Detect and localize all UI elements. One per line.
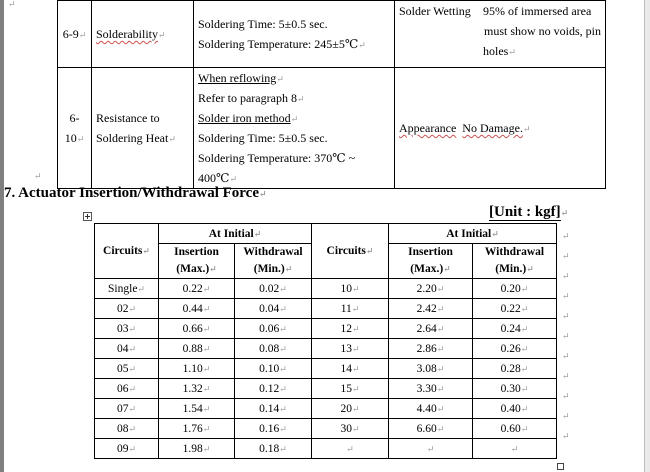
end-of-row-mark: ↵ [562,251,570,261]
circuits-cell: 03↵ [95,319,159,339]
test-conditions: Soldering Time: 5±0.5 sec. Soldering Temperature: 245±5℃↵ [194,1,395,68]
insertion-cell: 3.08↵ [389,359,473,379]
end-of-row-mark: ↵ [562,271,570,281]
insertion-cell: 1.10↵ [159,359,235,379]
circuits-cell: 02↵ [95,299,159,319]
withdrawal-cell: 0.26↵ [473,339,557,359]
item-number: 6-10↵ [58,68,92,189]
withdrawal-cell: 0.10↵ [235,359,312,379]
table-row [95,419,557,439]
at-initial-header: At Initial↵ [159,224,312,244]
insertion-header: Insertion (Max.)↵ [389,244,473,279]
withdrawal-cell: 0.14↵ [235,399,312,419]
insertion-cell: 0.66↵ [159,319,235,339]
insertion-cell: 1.76↵ [159,419,235,439]
circuits-cell: ↵ [312,439,389,459]
withdrawal-cell: 0.04↵ [235,299,312,319]
at-initial-header: At Initial↵ [389,224,557,244]
end-of-row-mark: ↵ [562,391,570,401]
circuits-cell: 20↵ [312,399,389,419]
insertion-cell: 1.32↵ [159,379,235,399]
circuits-header: Circuits↵ [312,224,389,279]
withdrawal-cell: 0.12↵ [235,379,312,399]
withdrawal-cell: 0.22↵ [473,299,557,319]
withdrawal-cell: 0.06↵ [235,319,312,339]
circuits-cell: 05↵ [95,359,159,379]
circuits-cell: 15↵ [312,379,389,399]
section-heading: 7. Actuator Insertion/Withdrawal Force↵ [4,185,267,201]
circuits-cell: 13↵ [312,339,389,359]
withdrawal-cell: 0.18↵ [235,439,312,459]
test-conditions: When reflowing↵ Refer to paragraph 8↵ Solder iron method↵ Soldering Time: 5±0.5 sec. Soldering Temperature: 370℃ ~ 400℃↵ [194,68,395,189]
end-of-row-mark: ↵ [562,351,570,361]
insertion-cell: 2.42↵ [389,299,473,319]
end-of-row-mark: ↵ [562,311,570,321]
end-of-row-mark: ↵ [562,291,570,301]
circuits-cell: 10↵ [312,279,389,299]
insertion-cell: 2.86↵ [389,339,473,359]
table-row [95,359,557,379]
insertion-cell: ↵ [389,439,473,459]
insertion-header: Insertion (Max.)↵ [159,244,235,279]
circuits-cell: Single↵ [95,279,159,299]
test-spec-table [57,0,606,189]
requirement: Appearance No Damage.↵ [395,68,606,189]
circuits-cell: 04↵ [95,339,159,359]
table-row [95,379,557,399]
item-name: Resistance to Soldering Heat↵ [92,68,194,189]
withdrawal-cell: 0.02↵ [235,279,312,299]
insertion-cell: 6.60↵ [389,419,473,439]
table-row [95,399,557,419]
circuits-cell: 12↵ [312,319,389,339]
circuits-cell: 11↵ [312,299,389,319]
item-number: 6-9↵ [58,1,92,68]
withdrawal-cell: 0.20↵ [473,279,557,299]
withdrawal-cell: ↵ [473,439,557,459]
item-name: Solderability↵ [92,1,194,68]
unit-label: [Unit : kgf]↵ [489,204,569,220]
withdrawal-header: Withdrawal (Min.)↵ [473,244,557,279]
circuits-cell: 09↵ [95,439,159,459]
end-of-row-mark: ↵ [562,331,570,341]
requirement: Solder Wetting 95% of immersed area must show no voids, pin holes↵ [395,1,606,68]
table-resize-handle-icon[interactable] [557,463,564,470]
insertion-cell: 0.44↵ [159,299,235,319]
vertical-scrollbar[interactable] [644,0,650,472]
circuits-cell: 14↵ [312,359,389,379]
circuits-cell: 06↵ [95,379,159,399]
window-frame-left [0,0,4,472]
insertion-cell: 4.40↵ [389,399,473,419]
withdrawal-cell: 0.24↵ [473,319,557,339]
withdrawal-cell: 0.40↵ [473,399,557,419]
end-of-row-mark: ↵ [562,231,570,241]
end-of-row-mark: ↵ [562,411,570,421]
table-row [58,68,606,189]
insertion-cell: 0.22↵ [159,279,235,299]
end-of-row-mark: ↵ [562,371,570,381]
table-row [95,279,557,299]
circuits-header: Circuits↵ [95,224,159,279]
table-move-handle-icon[interactable] [83,212,92,221]
circuits-cell: 30↵ [312,419,389,439]
withdrawal-cell: 0.28↵ [473,359,557,379]
withdrawal-cell: 0.60↵ [473,419,557,439]
paragraph-mark: ↵ [34,171,42,181]
insertion-cell: 2.20↵ [389,279,473,299]
end-of-row-mark: ↵ [562,431,570,441]
withdrawal-cell: 0.08↵ [235,339,312,359]
insertion-cell: 2.64↵ [389,319,473,339]
paragraph-mark: ↵ [8,0,16,9]
insertion-cell: 0.88↵ [159,339,235,359]
table-row [58,1,606,68]
withdrawal-cell: 0.16↵ [235,419,312,439]
withdrawal-header: Withdrawal (Min.)↵ [235,244,312,279]
table-row [95,299,557,319]
table-row [95,439,557,459]
insertion-cell: 1.54↵ [159,399,235,419]
table-row [95,339,557,359]
table-row [95,319,557,339]
insertion-cell: 1.98↵ [159,439,235,459]
table-header-row [95,224,557,244]
circuits-cell: 08↵ [95,419,159,439]
insertion-cell: 3.30↵ [389,379,473,399]
circuits-cell: 07↵ [95,399,159,419]
force-table [94,223,557,459]
withdrawal-cell: 0.30↵ [473,379,557,399]
